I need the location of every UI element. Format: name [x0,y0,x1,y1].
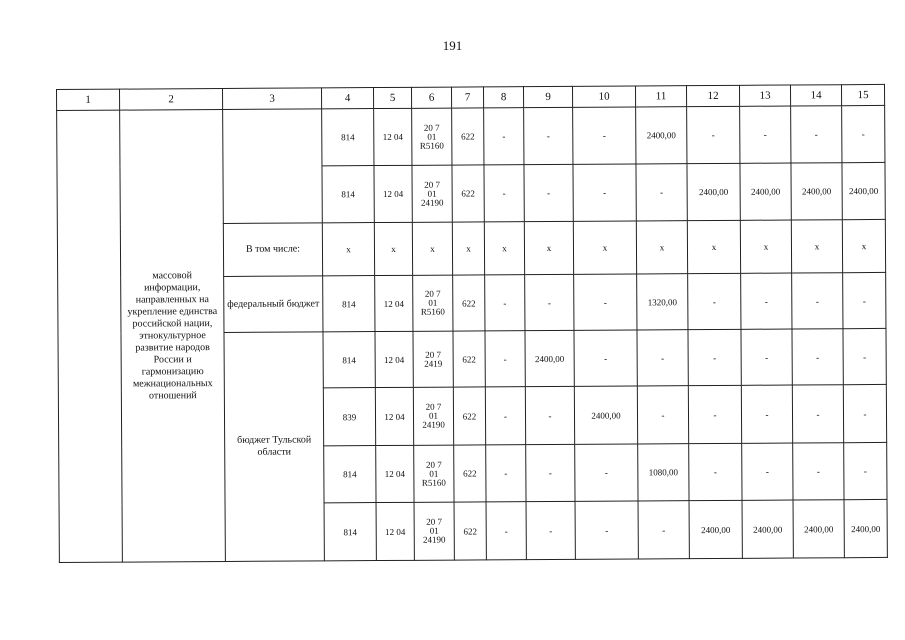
source-incl-label: В том числе: [223,223,322,277]
col-header-6: 6 [411,87,451,108]
cell-c5: x [374,222,412,275]
cell-c8: - [486,445,526,502]
csr-line: 01 [427,131,437,142]
cell-c11: 1320,00 [637,274,688,330]
csr-line: 01 [429,525,439,536]
col-header-9: 9 [523,86,572,107]
cell-c11: 1080,00 [638,444,689,501]
col-header-14: 14 [790,85,841,106]
cell-c5: 12 04 [374,108,412,165]
cell-c13: - [741,385,792,443]
cell-c6 [414,445,454,502]
csr-line: 01 [428,410,439,421]
cell-c8: - [486,502,526,560]
budget-table [56,84,888,563]
cell-c10: - [574,330,637,386]
cell-c12: 2400,00 [687,163,740,220]
cell-c14: - [792,329,843,385]
cell-c13: 2400,00 [742,500,793,558]
csr-line: 24190 [422,419,445,430]
cell-c10: - [573,107,636,164]
cell-c6 [412,165,452,222]
cell-c7: 622 [452,165,484,222]
cell-c14: - [792,273,843,329]
col-header-4: 4 [321,88,373,109]
cell-c4: 814 [323,332,375,388]
source-federal-budget: федеральный бюджет [224,276,323,333]
cell-c11: - [637,330,688,386]
cell-c15: - [842,105,885,162]
col-header-2: 2 [120,88,223,110]
cell-c13: x [740,220,791,273]
csr-line: 01 [429,468,439,479]
cell-c10: - [575,501,638,559]
cell-c11: 2400,00 [636,107,687,164]
cell-c9: - [524,164,573,221]
cell-c7: 622 [453,331,485,387]
cell-c15: 2400,00 [842,162,885,219]
cell-c11: - [638,501,689,559]
cell-c15: - [843,384,886,442]
csr-line: R5160 [421,477,446,488]
cell-c9: - [524,107,573,164]
cell-c12: - [688,385,741,443]
csr-line: 20 7 [424,288,441,299]
cell-c9: - [526,444,575,501]
csr-line: 20 7 [425,349,442,360]
cell-c11: - [637,386,688,444]
cell-c7: 622 [453,387,485,445]
cell-c8: x [484,222,524,275]
csr-line: 20 7 [425,459,442,470]
cell-c6 [414,502,454,560]
cell-c12: 2400,00 [689,500,742,558]
cell-c14: x [791,220,842,273]
cell-c9: 2400,00 [525,330,574,386]
cell-c4: 814 [324,446,376,503]
table-row [57,105,885,167]
cell-c14: - [791,106,842,163]
cell-c8: - [485,387,525,445]
cell-c13: - [741,329,792,385]
cell-c5: 12 04 [375,387,413,445]
cell-c12: - [688,329,741,385]
cell-c15: x [842,219,885,272]
cell-c5: 12 04 [375,275,413,331]
source-tula-budget: бюджет Тульской области [224,332,324,562]
cell-c13: - [740,106,791,163]
cell-c10: - [575,444,638,501]
csr-line: 01 [427,188,437,199]
cell-c12: - [688,273,741,329]
col-header-7: 7 [451,87,483,108]
col-header-10: 10 [572,86,635,107]
cell-c14: - [792,385,843,443]
cell-c4: 814 [322,109,374,166]
col-header-13: 13 [739,85,790,106]
cell-c6 [413,275,453,331]
cell-c8: - [484,108,524,165]
csr-line: 01 [428,297,438,308]
cell-c8: - [484,165,524,222]
cell-c5: 12 04 [374,165,412,222]
cell-c6 [413,387,453,445]
page-number: 191 [442,38,463,53]
col-header-8: 8 [483,87,523,108]
cell-c13: - [741,273,792,329]
cell-c7: 622 [454,445,486,502]
cell-c12: - [689,443,742,500]
col-header-5: 5 [373,87,411,108]
cell-c7: 622 [454,502,486,560]
col-header-3: 3 [222,88,321,110]
cell-c15: 2400,00 [844,499,887,557]
cell-c6: x [412,222,452,275]
cell-c5: 12 04 [375,331,413,387]
cell-c14: - [793,443,844,500]
csr-line: R5160 [419,140,444,151]
cell-c4: 839 [323,388,375,446]
cell-c10: - [573,164,636,221]
source-cell-empty [223,109,323,224]
csr-line: 24190 [420,197,444,208]
csr-line: 2419 [424,358,443,369]
cell-c8: - [485,275,525,331]
col-header-12: 12 [686,85,739,106]
cell-c9: x [524,221,573,274]
cell-c8: - [485,331,525,387]
cell-c10: 2400,00 [574,386,637,444]
cell-c4: x [322,223,374,276]
csr-line: R5160 [420,306,445,317]
cell-c7: 622 [452,108,484,165]
csr-line: 20 7 [426,516,443,527]
col-header-15: 15 [841,84,884,105]
cell-c15: - [844,442,887,499]
cell-c10: - [574,274,637,330]
cell-c14: 2400,00 [791,163,842,220]
cell-c6 [412,108,452,165]
cell-c12: x [687,220,740,273]
cell-c13: 2400,00 [740,163,791,220]
cell-c5: 12 04 [376,502,414,560]
csr-line: 20 7 [424,179,440,190]
cell-c4: 814 [322,166,374,223]
cell-c15: - [843,328,886,384]
csr-line: 24190 [422,534,446,545]
cell-c11: x [636,221,687,274]
col-header-11: 11 [635,86,686,107]
cell-c11: - [636,164,687,221]
row-number-cell [57,110,123,562]
purpose-cell: массовой информации, направленных на укрепление единства российской нации, этнокультурное развитие народов России и гармонизацию межнациональных отношений [120,109,226,562]
cell-c4: 814 [324,503,376,561]
cell-c9: - [525,274,574,330]
cell-c14: 2400,00 [793,500,844,558]
cell-c15: - [843,272,886,328]
csr-line: 20 7 [425,401,442,412]
cell-c9: - [526,501,575,559]
cell-c13: - [742,443,793,500]
cell-c12: - [687,106,740,163]
cell-c10: x [573,221,636,274]
cell-c9: - [525,386,574,444]
csr-line: 20 7 [423,122,440,133]
cell-c7: x [452,222,484,275]
col-header-1: 1 [57,89,120,110]
cell-c7: 622 [453,275,485,331]
cell-c5: 12 04 [376,445,414,502]
cell-c6 [413,331,453,387]
cell-c4: 814 [323,276,375,332]
